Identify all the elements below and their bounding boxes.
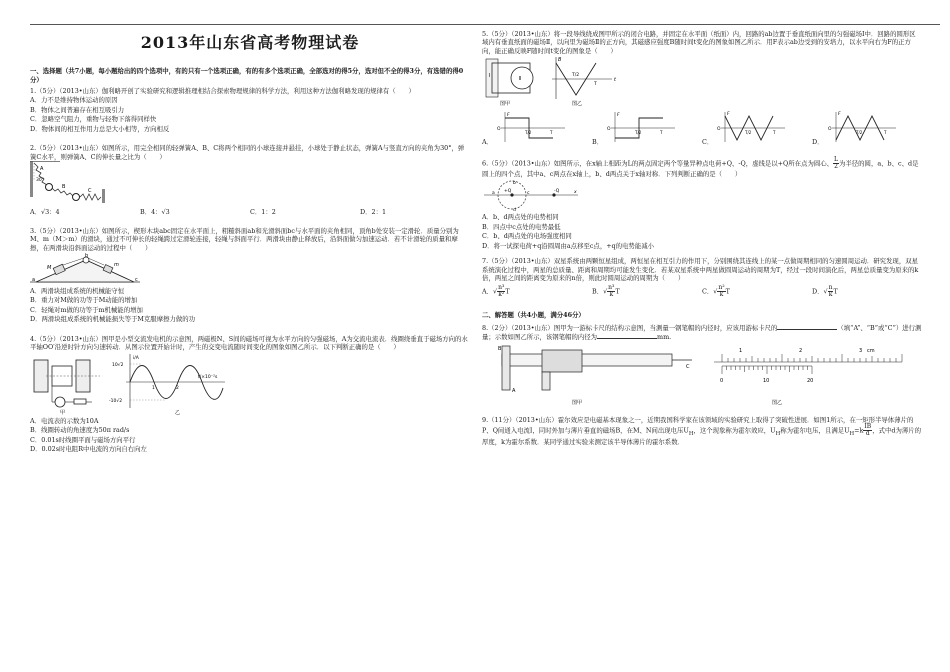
question-8 <box>482 323 922 410</box>
question-1-option-c: C．忽略空气阻力，重物与轻物下落得同样快 <box>30 115 157 124</box>
main-scale-ticks <box>722 354 902 362</box>
caliper-vernier <box>542 350 582 372</box>
generator-figure <box>30 352 230 416</box>
caliper-moving-jaw <box>542 372 550 390</box>
label-M: M <box>47 265 52 271</box>
wedge <box>36 260 134 282</box>
question-3-stem: 3.（5分）（2013•山东）如图所示，楔形木块abc固定在水平面上，粗糙斜面ab和光滑斜面bc与水平面的夹角相同，顶角b处安装一定滑轮．质量分别为M、m（M＞m）的滑块，通过不可伸长的轻绳跨过定滑轮连接，轻绳与斜面平行．两滑块由静止释放后，沿斜面做匀加速运动．若不计滑轮的质量和摩擦，在两滑块沿斜面运动的过程中（ ） <box>30 226 459 252</box>
ammeter <box>55 397 65 407</box>
question-9 <box>482 416 922 447</box>
caption-fig-b: 图乙 <box>572 101 583 108</box>
graph-c <box>715 110 787 144</box>
question-9-stem: 9.（11分）（2013•山东）霍尔效应是电磁基本现象之一，近期我国科学家在该领域的实验研究上取得了突破性进展．如图1所示，在一矩形半导体薄片的P、Q间通入电流I，同时外加与薄片垂直的磁场B，在M、N间出现电压$U_H$，这个现象称为霍尔效应，$U_H$称为霍尔电压，且满足$U_H=k$ $\frac{IB}{d}$ ，式中d为薄片的厚度，k为霍尔系数．某同学通过实验来测定该半导体薄片的霍尔系数． <box>482 415 922 447</box>
wall-left <box>30 161 33 197</box>
question-5-option-b: B． O F T/2 T <box>592 110 702 146</box>
top-rule <box>30 24 940 25</box>
current-wave <box>130 365 223 399</box>
label-c: C <box>88 188 92 195</box>
label-T: T <box>594 82 597 88</box>
question-1-option-d: D．物体间的相互作用力总是大小相等，方向相反 <box>30 124 170 133</box>
question-7-option-d: D．√ $\frac{n}{k}$ T <box>812 284 838 299</box>
question-4-option-d: D．0.02s时电阻R中电流的方向自右向左 <box>30 445 147 454</box>
label-a: a <box>32 277 36 283</box>
question-1 <box>30 87 470 133</box>
fraction-ib-over-d: $\frac{IB}{d}$ <box>864 423 872 438</box>
charges-figure <box>482 178 582 212</box>
question-7-option-b: B．√ $\frac{\text{n³}}{k}$ T <box>592 284 620 299</box>
label-c: c <box>135 277 138 283</box>
vernier-label-0: 0 <box>720 377 724 384</box>
wall-right <box>102 189 105 203</box>
graph-d <box>826 110 898 144</box>
right-column <box>482 30 922 447</box>
label-bot: -10√2 <box>109 398 123 404</box>
question-8-stem: 8.（2分）（2013•山东）图甲为一游标卡尺的结构示意图，当测量一钢笔帽的内径时，应该用游标卡尺的 （填“A”、“B”或“C”）进行测量；示数如图乙所示，该钢笔帽的内径为 mm. <box>482 323 922 342</box>
question-4-option-a: A．电流表的示数为10A <box>30 416 99 425</box>
svg-text:O: O <box>607 127 611 133</box>
circuit-figure <box>482 55 632 107</box>
tick-2: 2 <box>176 385 179 391</box>
svg-text:F: F <box>617 113 620 119</box>
answer-blank-2[interactable] <box>597 332 657 339</box>
wedge-figure <box>30 252 140 286</box>
caliper-fixed-jaw <box>502 346 510 390</box>
svg-text:T: T <box>550 130 553 136</box>
question-2-stem: 2.（5分）（2013•山东）如图所示，用完全相同的轻弹簧A、B、C将两个相同的小球连接并悬挂，小球处于静止状态，弹簧A与竖直方向的夹角为30°，弹簧C水平，则弹簧A、C的伸长量之比为（ ） <box>30 144 465 161</box>
question-3-option-c: C．轻绳对m做的功等于m机械能的增加 <box>30 305 143 314</box>
main-label-2: 2 <box>799 347 803 354</box>
label-I: Ⅰ <box>489 73 491 80</box>
question-2-option-c: C．1：2 <box>250 208 276 217</box>
question-6-option-c: C．b、d两点处的电场强度相同 <box>482 232 572 241</box>
svg-text:T/2: T/2 <box>855 130 862 136</box>
section-choice-heading: 一、选择题（共7小题，每小题给出的四个选项中，有的只有一个选项正确，有的有多个选项正确，全部选对的得5分，选对但不全的得3分，有选错的得0分） <box>30 67 464 84</box>
question-6-option-d: D．将一试探电荷+q沿圆周由a点移至c点，+q的电势能减小 <box>482 241 654 250</box>
svg-text:O: O <box>717 127 721 133</box>
unit-cm: cm <box>867 347 875 354</box>
question-6-option-a: A．b、d两点处的电势相同 <box>482 213 559 222</box>
svg-text:T/2: T/2 <box>745 130 752 136</box>
svg-text:T: T <box>660 130 663 136</box>
label-T2: T/2 <box>572 73 580 79</box>
question-3-option-b: B．重力对M做的功等于M动能的增加 <box>30 296 138 305</box>
question-3-option-d: D．两滑块组成系统的机械能损失等于M克服摩擦力做的功 <box>30 315 196 324</box>
svg-text:T: T <box>883 130 887 136</box>
label-angle: 30° <box>36 178 44 184</box>
main-label-1: 1 <box>739 347 743 354</box>
question-7-option-c: C．√ $\frac{\text{n²}}{k}$ T <box>702 284 730 299</box>
vernier-figure <box>482 342 922 410</box>
question-1-option-a: A．力不是维持物体运动的原因 <box>30 96 118 105</box>
label-b: B <box>62 184 66 191</box>
page-title: 2013年山东省高考物理试卷 <box>140 33 360 52</box>
section-answer-heading: 二、解答题（共4小题，满分46分） <box>482 311 585 320</box>
svg-text:T/2: T/2 <box>525 130 532 136</box>
left-column <box>30 30 470 455</box>
spring-c <box>80 194 101 200</box>
label-top: 10√2 <box>112 362 124 368</box>
svg-text:T/2: T/2 <box>635 130 642 136</box>
vernier-label-20: 20 <box>807 377 814 384</box>
vernier-scale-ticks <box>722 366 812 374</box>
label-II: Ⅱ <box>519 76 522 83</box>
question-5 <box>482 30 922 147</box>
question-6-option-b: B．四点中c点处的电势最低 <box>482 222 561 231</box>
question-5-options <box>482 110 922 146</box>
question-7-options <box>482 285 922 298</box>
question-2 <box>30 144 470 216</box>
caption-fig-a: 图甲 <box>572 399 583 406</box>
question-5-option-c: C． O F T/2 T <box>702 110 812 146</box>
label-x: x <box>574 190 577 196</box>
svg-text:F: F <box>507 113 510 119</box>
question-5-stem: 5.（5分）（2013•山东）将一段导线绕成图甲所示的闭合电路，并固定在水平面（纸面）内，回路的ab边置于垂直纸面向里的匀强磁场Ⅰ中．回路的圆形区域内有垂直纸面的磁场Ⅱ，以向里为磁场Ⅱ的正方向，其磁感应强度B随时间t变化的图象如图乙所示．用F表示ab边受到的安培力，以水平向右为F的正方向，能正确反映F随时间t变化的图象是（ ） <box>482 30 916 55</box>
question-7-stem: 7.（5分）（2013•山东）双星系统由两颗恒星组成，两恒星在相互引力的作用下，分别围绕其连线上的某一点做周期相同的匀速圆周运动．研究发现，双星系统演化过程中，两星的总质量、距离和周期均可能发生变化．若某双星系统中两星做圆周运动的周期为T，经过一段时间演化后，两星总质量变为原来的k倍，两星之间的距离变为原来的n倍，则此时圆周运动的周期为（ ） <box>482 257 919 282</box>
caption-yi: 乙 <box>175 409 181 416</box>
label-A: A <box>512 387 516 394</box>
label-m: m <box>114 262 119 268</box>
question-1-stem: 1.（5分）（2013•山东）伽利略开创了实验研究和逻辑推理相结合探索物理规律的科学方法，利用这种方法伽利略发现的规律有（ ） <box>30 87 415 96</box>
graph-a <box>495 110 567 144</box>
label-B: B <box>558 57 562 64</box>
question-2-option-a: A．√3：4 <box>30 208 60 217</box>
question-6-stem: 6.（5分）（2013•山东）如图所示，在x轴上相距为L的两点固定两个等量异种点电荷+Q、-Q，虚线是以+Q所在点为圆心、 $\frac{L}{2}$ 为半径的圆，a、b、c、d是圆上的四个点，其中a、c两点在x轴上，b、d两点关于x轴对称．下列判断正确的是（ ） <box>482 155 919 178</box>
tick-1: 1 <box>152 385 155 391</box>
svg-text:F: F <box>837 112 841 118</box>
question-2-option-d: D．2：1 <box>360 208 387 217</box>
label-t: t <box>614 77 616 84</box>
question-4-option-b: B．线圈转动的角速度为50π rad/s <box>30 426 130 435</box>
field-region-2 <box>511 67 533 89</box>
svg-text:O: O <box>497 127 501 133</box>
question-5-option-a: A． O F T/2 T <box>482 110 592 146</box>
axis-label-i: i/A <box>133 355 139 361</box>
question-1-option-b: B．物体之间普遍存在相互吸引力 <box>30 105 125 114</box>
question-3 <box>30 227 470 324</box>
resistor <box>74 399 86 404</box>
label-minus-q: -Q <box>554 189 560 195</box>
label-C: C <box>686 363 690 370</box>
label-B: B <box>498 345 502 352</box>
label-b: b <box>513 181 516 187</box>
question-4 <box>30 335 470 454</box>
label-plus-q: +Q <box>504 189 512 195</box>
ball-2 <box>73 194 80 201</box>
svg-text:T: T <box>773 130 776 136</box>
fraction-l-over-2: $\frac{L}{2}$ <box>834 155 838 170</box>
label-a: A <box>40 166 44 173</box>
graph-b <box>605 110 677 144</box>
caption-fig-a: 图甲 <box>500 101 511 108</box>
label-c: c <box>527 191 530 197</box>
question-4-stem: 4.（5分）（2013•山东）图甲是小型交流发电机的示意图，两磁极N、S间的磁场可视为水平方向的匀强磁场，A为交流电流表．线圈绕垂直于磁场方向的水平轴OO′沿逆时针方向匀速转动．从图示位置开始计时，产生的交变电流随时间变化的图象如图乙所示．以下判断正确的是（ ） <box>30 334 468 352</box>
vernier-label-10: 10 <box>763 377 770 384</box>
question-7 <box>482 257 922 298</box>
svg-text:O: O <box>827 127 832 133</box>
axis-label-t: t/×10⁻²s <box>198 374 218 380</box>
spring-balls-figure <box>30 161 140 205</box>
caption-jia: 甲 <box>60 409 66 416</box>
caption-fig-b: 图乙 <box>772 399 783 406</box>
answer-blank-1[interactable] <box>777 323 837 330</box>
main-label-3: 3 <box>859 347 863 354</box>
label-b: b <box>85 253 89 259</box>
magnet-n <box>34 360 48 392</box>
question-6 <box>482 157 922 250</box>
label-a: a <box>492 191 495 197</box>
question-4-option-c: C．0.01s时线圈平面与磁场方向平行 <box>30 435 136 444</box>
question-2-option-b: B．4：√3 <box>140 208 170 217</box>
question-3-option-a: A．两滑块组成系统的机械能守恒 <box>30 287 125 295</box>
question-5-option-d: D． O F T/2 T <box>812 110 922 146</box>
svg-text:F: F <box>727 112 730 118</box>
ball-1 <box>46 184 53 191</box>
question-7-option-a: A．√ $\frac{\text{n³}}{\text{k²}}$ T <box>482 284 510 299</box>
label-d: d <box>513 208 516 213</box>
caliper-main-scale <box>502 354 672 366</box>
